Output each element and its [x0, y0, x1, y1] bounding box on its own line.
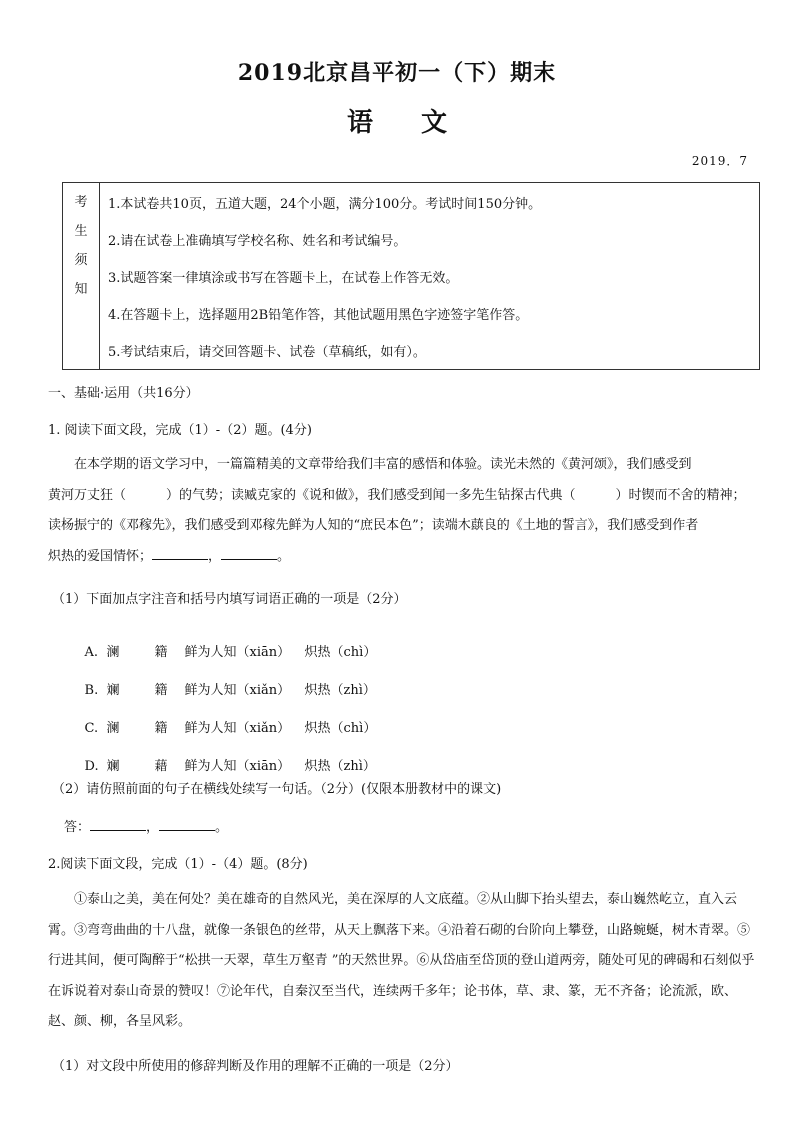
passage-text: 炽热的爱国情怀；	[48, 548, 153, 564]
option-pinyin: 鲜为人知（xiǎn）	[184, 721, 291, 736]
option-char: 籍	[154, 721, 168, 736]
passage-text: ，	[208, 548, 222, 564]
option-char: 籍	[154, 683, 168, 698]
question-2-stem: 2.阅读下面文段，完成（1）-（4）题。(8分)	[48, 857, 308, 872]
option-char: 藉	[154, 759, 168, 774]
answer-blank[interactable]	[152, 547, 208, 560]
notice-item: 3.试题答案一律填涂或书写在答题卡上，在试卷上作答无效。	[108, 271, 459, 286]
answer-text: ，	[146, 820, 160, 835]
notice-item: 2.请在试卷上准确填写学校名称、姓名和考试编号。	[108, 234, 407, 249]
notice-item: 4.在答题卡上，选择题用2B铅笔作答，其他试题用黑色字迹签字笔作答。	[108, 308, 529, 323]
question-1-stem: 1. 阅读下面文段，完成（1）-（2）题。(4分)	[48, 423, 312, 438]
option-pinyin: 鲜为人知（xiān）	[184, 759, 291, 774]
answer-blank[interactable]	[159, 818, 215, 831]
option-pinyin: 鲜为人知（xiǎn）	[184, 683, 291, 698]
option-pinyin: 炽热（chì）	[304, 645, 377, 660]
question-1-sub1: （1）下面加点字注音和括号内填写词语正确的一项是（2分）	[52, 592, 407, 607]
answer-blank[interactable]	[221, 547, 277, 560]
answer-prefix: 答：	[64, 820, 91, 835]
notice-items	[100, 183, 759, 369]
option-char: 斓	[106, 759, 120, 774]
notice-item: 5.考试结束后，请交回答题卡、试卷（草稿纸，如有）。	[108, 345, 426, 360]
exam-date: 2019．7	[691, 154, 748, 168]
section-heading: 一、基础·运用（共16分）	[48, 386, 199, 401]
notice-label	[63, 183, 100, 369]
passage-text: 黄河万丈狂（	[48, 487, 127, 503]
subject-title	[0, 102, 794, 139]
option-char: 澜	[106, 645, 120, 660]
answer-blank[interactable]	[90, 818, 146, 831]
question-2-sub1: （1）对文段中所使用的修辞判断及作用的理解不正确的一项是（2分）	[52, 1059, 459, 1074]
option-label: B.	[84, 683, 99, 698]
notice-label-char: 须	[74, 253, 88, 268]
option-pinyin: 炽热（chì）	[304, 721, 377, 736]
passage-text: ）时锲而不舍的精神；	[615, 487, 746, 503]
question-1-passage	[48, 450, 758, 572]
notice-label-char: 考	[74, 195, 88, 210]
option-pinyin: 炽热（zhì）	[304, 759, 376, 774]
option-char: 斓	[106, 683, 120, 698]
answer-line	[64, 816, 228, 835]
option-char: 籍	[154, 645, 168, 660]
exam-title: 2019北京昌平初一（下）期末	[237, 60, 557, 86]
option-pinyin: 鲜为人知（xiān）	[184, 645, 291, 660]
option-label: D.	[84, 759, 99, 774]
notice-item: 1.本试卷共10页，五道大题，24个小题，满分100分。考试时间150分钟。	[108, 197, 542, 212]
notice-label-char: 生	[74, 224, 88, 239]
notice-label-char: 知	[74, 282, 88, 297]
passage-line: 在本学期的语文学习中，一篇篇精美的文章带给我们丰富的感悟和体验。读光未然的《黄河颂》，我们感受到	[74, 457, 692, 472]
question-2-passage: ①泰山之美，美在何处？美在雄奇的自然风光，美在深厚的人文底蕴。②从山脚下抬头望去，泰山巍然屹立，直入云霄。③弯弯曲曲的十八盘，就像一条银色的丝带，从天上飘落下来。④沿着石砌的台阶向上攀登，山路蜿蜒，树木青翠。⑤行进其间，便可陶醉于“松拱一天翠，草生万壑青 ”的天然世界。⑥从岱庙至岱顶的登山道两旁，随处可见的碑碣和石刻似乎在诉说着对泰山奇景的赞叹！⑦论年代，自秦汉至当代，连续两千多年；论书体，草、隶、篆，无不齐备；论流派，欧、赵、颜、柳，各呈风彩。	[48, 892, 755, 1029]
passage-text: ）的气势；读臧克家的《说和做》，我们感受到闻一多先生钻探古代典（	[166, 487, 576, 503]
passage-line: 读杨振宁的《邓稼先》，我们感受到邓稼先鲜为人知的“庶民本色”；读端木蕻良的《土地的誓言》，我们感受到作者	[48, 518, 699, 533]
answer-text: 。	[215, 820, 229, 835]
notice-box	[62, 182, 760, 370]
option-char: 澜	[106, 721, 120, 736]
option-label: A.	[84, 645, 99, 660]
passage-line	[48, 481, 758, 512]
option-pinyin: 炽热（zhì）	[304, 683, 376, 698]
option-label: C.	[84, 721, 99, 736]
passage-line	[48, 542, 758, 573]
subject-char-1: 语	[346, 108, 373, 138]
passage-text: 。	[277, 548, 291, 564]
question-1-sub2: （2）请仿照前面的句子在横线处续写一句话。（2分）(仅限本册教材中的课文)	[52, 782, 502, 797]
subject-char-2: 文	[421, 108, 448, 138]
